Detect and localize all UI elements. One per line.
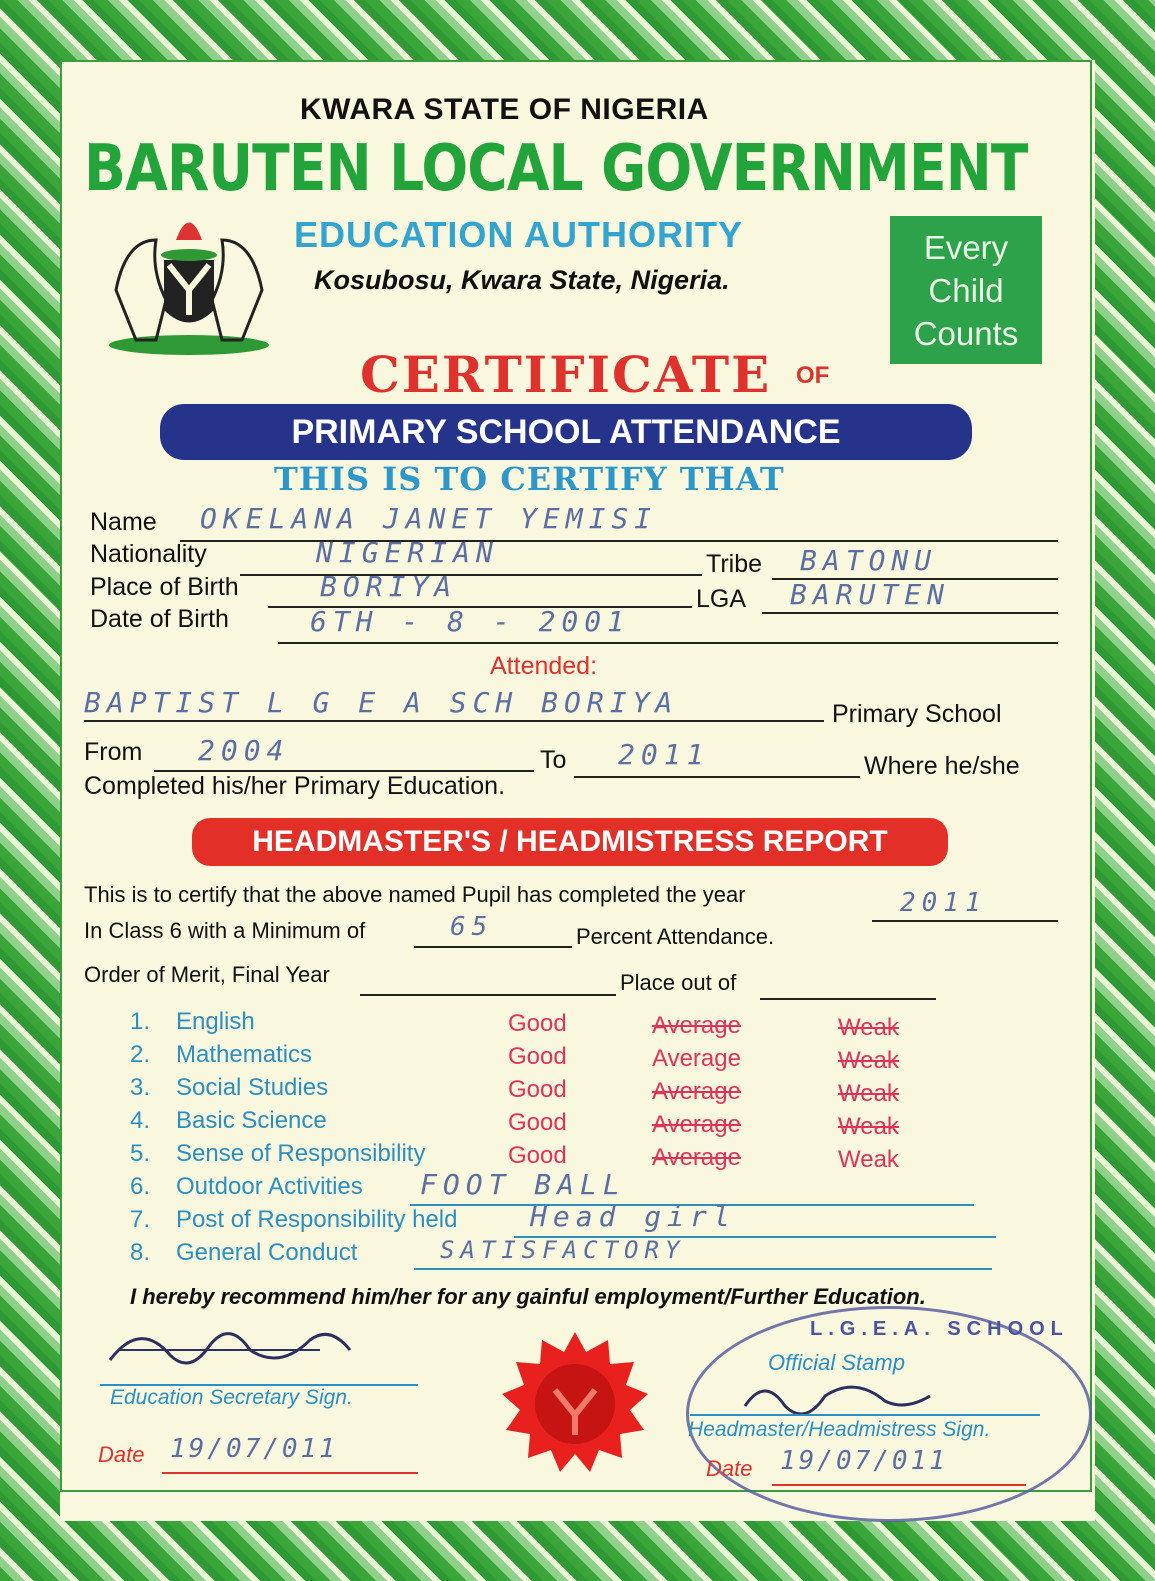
nationality-label: Nationality	[90, 540, 207, 568]
lga-line	[762, 612, 1058, 614]
completed-text: Completed his/her Primary Education.	[84, 772, 506, 800]
extra-number: 7.	[130, 1206, 151, 1233]
grade-good: Good	[508, 1010, 567, 1037]
merit-line	[360, 994, 616, 996]
attended-label: Attended:	[490, 652, 598, 680]
badge-line: Child	[928, 272, 1004, 309]
head-date-line	[772, 1484, 1026, 1486]
where-label: Where he/she	[864, 752, 1020, 780]
attendance-banner: PRIMARY SCHOOL ATTENDANCE	[160, 404, 972, 460]
grade-weak: Weak	[838, 1146, 899, 1173]
date-of-birth-line	[278, 642, 1058, 644]
subject-number: 5.	[130, 1140, 151, 1167]
secretary-date-line	[162, 1472, 418, 1474]
percent-line	[414, 946, 572, 948]
subject-name: Sense of Responsibility	[176, 1140, 426, 1167]
secretary-sign-label: Education Secretary Sign.	[110, 1386, 353, 1409]
place-out-of-line	[760, 998, 936, 1000]
extra-name: General Conduct	[176, 1239, 358, 1266]
grade-average: Average	[652, 1045, 741, 1072]
certificate-of: OF	[796, 362, 830, 389]
badge-line: Every	[923, 229, 1009, 266]
year-line	[872, 920, 1058, 922]
grade-average: Average	[652, 1144, 741, 1171]
school-value: BAPTIST L G E A SCH BORIYA	[84, 686, 679, 719]
grade-weak: Weak	[838, 1014, 899, 1041]
primary-school-label: Primary School	[832, 700, 1002, 728]
head-signature-icon	[740, 1376, 940, 1416]
grade-weak: Weak	[838, 1113, 899, 1140]
certificate-title: CERTIFICATE	[360, 345, 772, 404]
extra-name: Post of Responsibility held	[176, 1206, 458, 1233]
tribe-label: Tribe	[706, 550, 763, 578]
report-line2-a: In Class 6 with a Minimum of	[84, 918, 366, 943]
post-of-responsibility-value: Head girl	[530, 1200, 736, 1233]
place-of-birth-label: Place of Birth	[90, 573, 239, 601]
date-of-birth-label: Date of Birth	[90, 605, 229, 633]
report-banner: HEADMASTER'S / HEADMISTRESS REPORT	[192, 818, 948, 866]
from-value: 2004	[198, 734, 290, 767]
nationality-line	[240, 574, 702, 576]
name-value: OKELANA JANET YEMISI	[200, 502, 658, 535]
lga-value: BARUTEN	[790, 578, 951, 611]
official-stamp-label: Official Stamp	[768, 1350, 905, 1375]
head-date-label: Date	[706, 1456, 753, 1481]
subject-name: Mathematics	[176, 1041, 313, 1068]
place-of-birth-value: BORIYA	[320, 570, 458, 603]
badge-line: Counts	[913, 315, 1019, 352]
name-label: Name	[90, 508, 157, 536]
general-conduct-value: SATISFACTORY	[440, 1236, 686, 1264]
grade-good: Good	[508, 1043, 567, 1070]
year-value: 2011	[900, 888, 987, 918]
date-of-birth-value: 6TH - 8 - 2001	[310, 605, 631, 638]
secretary-signature-icon	[100, 1320, 360, 1380]
subject-number: 2.	[130, 1041, 151, 1068]
subject-number: 4.	[130, 1107, 151, 1134]
school-line	[84, 720, 824, 722]
secretary-date-label: Date	[98, 1442, 145, 1467]
to-label: To	[540, 746, 567, 774]
to-line	[574, 776, 860, 778]
outdoor-activities-value: FOOT BALL	[420, 1168, 626, 1201]
subject-number: 1.	[130, 1008, 151, 1035]
red-seal-icon	[500, 1330, 650, 1480]
extra-number: 6.	[130, 1173, 151, 1200]
from-label: From	[84, 738, 143, 766]
subject-number: 3.	[130, 1074, 151, 1101]
secretary-date-value: 19/07/011	[170, 1434, 338, 1464]
authority-heading: EDUCATION AUTHORITY	[294, 214, 743, 255]
to-value: 2011	[618, 738, 710, 771]
tribe-value: BATONU	[800, 544, 938, 577]
stamp-text: L.G.E.A. SCHOOL	[810, 1318, 1069, 1340]
certify-heading: THIS IS TO CERTIFY THAT	[274, 460, 785, 498]
head-sign-label: Headmaster/Headmistress Sign.	[688, 1418, 991, 1441]
grade-average: Average	[652, 1078, 741, 1105]
place-out-of-label: Place out of	[620, 970, 737, 995]
subject-name: English	[176, 1008, 255, 1035]
recommendation-text: I hereby recommend him/her for any gainful employment/Further Education.	[130, 1284, 926, 1309]
local-government-heading: BARUTEN LOCAL GOVERNMENT	[84, 132, 1028, 206]
name-line	[180, 540, 1058, 542]
extra-line	[414, 1268, 992, 1270]
subject-name: Social Studies	[176, 1074, 329, 1101]
percent-value: 65	[450, 912, 494, 942]
grade-weak: Weak	[838, 1047, 899, 1074]
extra-number: 8.	[130, 1239, 151, 1266]
grade-weak: Weak	[838, 1080, 899, 1107]
grade-good: Good	[508, 1109, 567, 1136]
order-of-merit-label: Order of Merit, Final Year	[84, 962, 330, 987]
extra-name: Outdoor Activities	[176, 1173, 363, 1200]
state-heading: KWARA STATE OF NIGERIA	[300, 93, 709, 126]
lga-label: LGA	[696, 585, 747, 613]
grade-good: Good	[508, 1142, 567, 1169]
address-line: Kosubosu, Kwara State, Nigeria.	[314, 265, 730, 295]
nationality-value: NIGERIAN	[316, 536, 499, 569]
report-line1: This is to certify that the above named Pupil has completed the year	[84, 882, 746, 907]
grade-good: Good	[508, 1076, 567, 1103]
head-date-value: 19/07/011	[780, 1446, 948, 1476]
head-sign-line	[690, 1414, 1040, 1416]
report-line2-b: Percent Attendance.	[576, 924, 775, 949]
every-child-counts-badge	[890, 216, 1042, 364]
grade-average: Average	[652, 1012, 741, 1039]
grade-average: Average	[652, 1111, 741, 1138]
subject-name: Basic Science	[176, 1107, 327, 1134]
coat-of-arms-icon	[96, 200, 282, 360]
